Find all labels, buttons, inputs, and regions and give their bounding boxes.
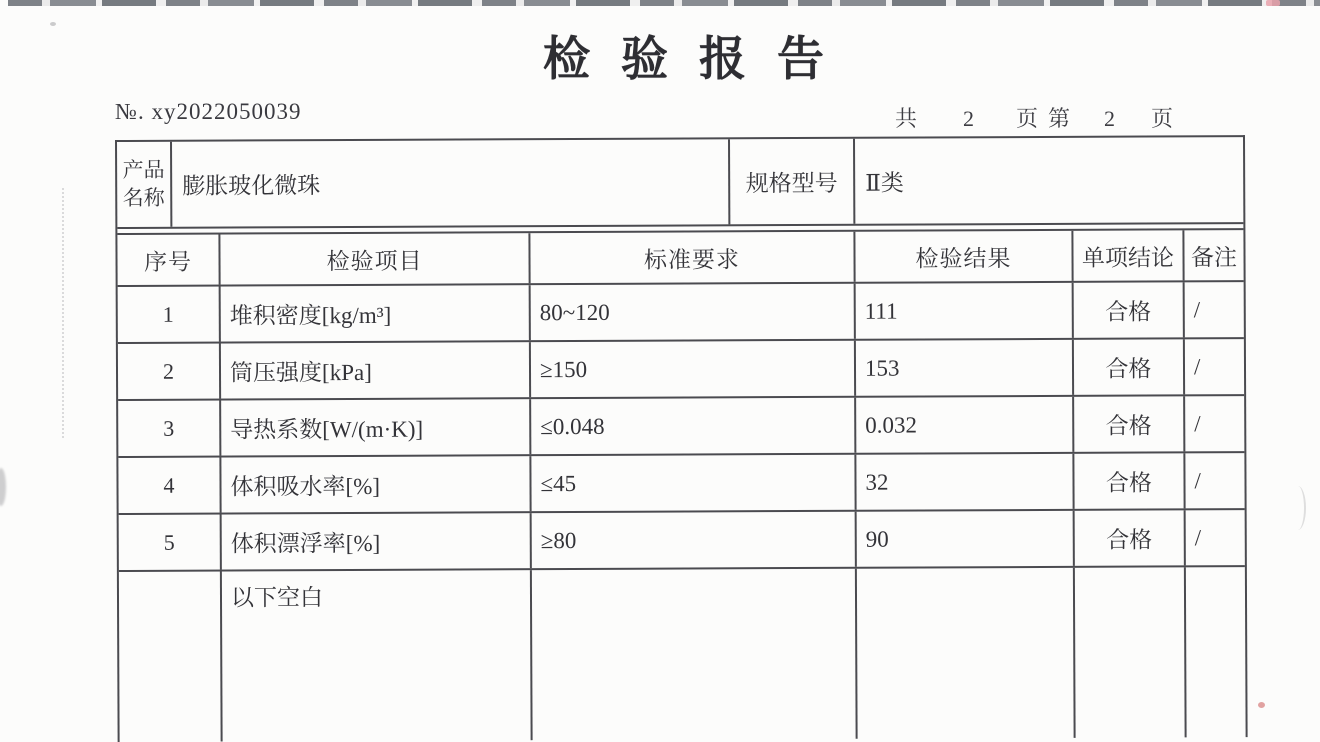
standard-cell: ≤0.048 bbox=[531, 398, 856, 454]
table-row bbox=[118, 453, 1244, 515]
below-blank-note: 以下空白 bbox=[222, 570, 533, 741]
remark-cell: / bbox=[1193, 353, 1201, 379]
conclusion-cell: 合格 bbox=[1075, 510, 1186, 565]
item-cell: 导热系数[W/(m·K)] bbox=[221, 399, 531, 455]
scan-curve-mark bbox=[1290, 486, 1306, 530]
conclusion-cell: 合格 bbox=[1074, 339, 1185, 394]
page-count-total-label: 共 bbox=[895, 106, 918, 131]
column-header-remark: 备注 bbox=[1190, 244, 1238, 270]
page-count-suffix: 页 bbox=[1151, 106, 1174, 131]
column-header-no: 序号 bbox=[117, 235, 220, 285]
table-row bbox=[118, 396, 1244, 458]
row-no-cell: 4 bbox=[118, 458, 221, 513]
result-cell: 32 bbox=[856, 454, 1074, 510]
page-count-pages-label: 页 bbox=[1016, 106, 1039, 131]
item-cell: 筒压强度[kPa] bbox=[221, 342, 531, 398]
product-name-value: 膨胀玻化微珠 bbox=[172, 139, 730, 226]
item-cell: 堆积密度[kg/m³] bbox=[221, 285, 531, 341]
item-cell: 体积漂浮率[%] bbox=[222, 513, 532, 569]
page-count bbox=[895, 102, 1173, 133]
column-header-item: 检验项目 bbox=[220, 233, 530, 284]
remark-cell: / bbox=[1194, 524, 1202, 550]
inspection-table bbox=[115, 135, 1248, 742]
table-row bbox=[119, 510, 1245, 572]
row-no-cell bbox=[119, 572, 223, 742]
standard-cell: ≤45 bbox=[531, 455, 856, 511]
standard-cell: ≥150 bbox=[531, 341, 856, 397]
remark-cell bbox=[1186, 567, 1246, 737]
scan-pink-speck bbox=[1266, 0, 1280, 6]
result-cell: 111 bbox=[856, 283, 1074, 339]
report-number-label: №. bbox=[115, 99, 145, 124]
spec-model-label: 规格型号 bbox=[730, 139, 855, 225]
conclusion-cell: 合格 bbox=[1074, 453, 1185, 508]
item-cell: 体积吸水率[%] bbox=[221, 456, 531, 512]
report-number-value: xy2022050039 bbox=[151, 99, 302, 124]
spec-model-value: Ⅱ类 bbox=[865, 170, 904, 196]
remark-cell: / bbox=[1193, 296, 1201, 322]
report-title: 检验报告 bbox=[543, 34, 855, 86]
conclusion-cell bbox=[1075, 567, 1187, 737]
remark-cell: / bbox=[1194, 467, 1201, 493]
product-name-label bbox=[117, 142, 172, 227]
page-count-total-value: 2 bbox=[963, 106, 975, 131]
report-number bbox=[115, 99, 301, 125]
result-cell bbox=[857, 568, 1076, 739]
standard-cell: 80~120 bbox=[531, 284, 856, 340]
scan-red-speck bbox=[1258, 702, 1265, 708]
result-cell: 90 bbox=[857, 511, 1075, 567]
result-cell: 0.032 bbox=[856, 397, 1074, 453]
row-no-cell: 5 bbox=[119, 515, 222, 570]
column-header-conclusion: 单项结论 bbox=[1073, 230, 1184, 280]
table-row bbox=[118, 282, 1244, 344]
remark-cell: / bbox=[1194, 410, 1201, 436]
row-no-cell: 2 bbox=[118, 344, 221, 399]
row-no-cell: 1 bbox=[118, 287, 221, 342]
scan-crease-line bbox=[62, 188, 64, 438]
conclusion-cell: 合格 bbox=[1074, 396, 1185, 451]
product-name-label-line1: 产品 bbox=[122, 157, 165, 183]
page-count-current-value: 2 bbox=[1104, 106, 1116, 131]
column-header-standard: 标准要求 bbox=[530, 232, 855, 283]
standard-cell: ≥80 bbox=[532, 512, 857, 568]
product-name-label-line2: 名称 bbox=[122, 185, 165, 210]
table-row bbox=[118, 339, 1244, 401]
scan-edge-artifact-strip bbox=[8, 0, 1320, 6]
product-info-row bbox=[117, 137, 1243, 229]
result-cell: 153 bbox=[856, 340, 1074, 396]
column-header-result: 检验结果 bbox=[855, 231, 1073, 282]
standard-cell bbox=[532, 569, 858, 740]
table-header-row bbox=[117, 228, 1243, 287]
row-no-cell: 3 bbox=[118, 401, 221, 456]
scan-left-blob bbox=[0, 468, 6, 506]
conclusion-cell: 合格 bbox=[1074, 282, 1185, 337]
page-count-current-label: 第 bbox=[1048, 106, 1071, 131]
